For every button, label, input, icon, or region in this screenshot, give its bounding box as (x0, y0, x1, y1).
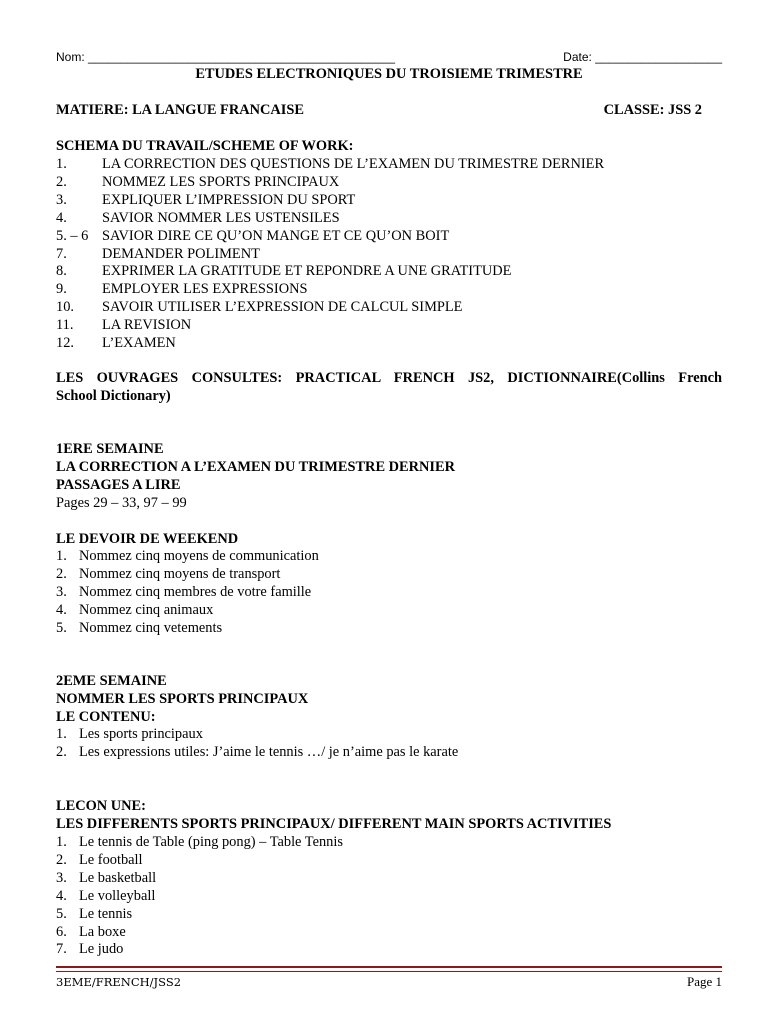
scheme-item-number: 7. (56, 245, 67, 262)
subject-label: MATIERE: LA LANGUE FRANCAISE (56, 102, 304, 118)
sport-item (56, 923, 722, 941)
homework-item-number: 4. (56, 602, 67, 618)
date-field-label: Date: ___________________ (563, 50, 722, 64)
scheme-item (56, 280, 722, 298)
references-line-2: School Dictionary) (56, 388, 171, 404)
content-item (56, 725, 722, 743)
scheme-item (56, 298, 722, 316)
passages-pages: Pages 29 – 33, 97 – 99 (56, 495, 187, 511)
sport-item-text: Le basketball (79, 869, 157, 886)
passages-heading: PASSAGES A LIRE (56, 477, 181, 493)
homework-item (56, 601, 722, 619)
homework-title: LE DEVOIR DE WEEKEND (56, 531, 239, 547)
references-line-1: LES OUVRAGES CONSULTES: PRACTICAL FRENCH JS2, DICTIONNAIRE(Collins French (56, 370, 722, 386)
scheme-item-number: 1. (56, 156, 67, 172)
scheme-item (56, 262, 722, 280)
footer-rule (56, 966, 722, 972)
scheme-item-number: 3. (56, 191, 67, 208)
scheme-item-number: 5. – 6 (56, 227, 89, 244)
scheme-item (56, 227, 722, 245)
sport-item-number: 3. (56, 869, 67, 886)
homework-item-text: Nommez cinq animaux (79, 602, 214, 618)
sport-item-number: 5. (56, 905, 67, 922)
sport-item (56, 905, 722, 923)
content-item-number: 1. (56, 726, 67, 742)
scheme-item-text: LA CORRECTION DES QUESTIONS DE L’EXAMEN DU TRIMESTRE DERNIER (102, 156, 605, 172)
scheme-item-number: 2. (56, 173, 67, 190)
sport-item-text: Le football (79, 851, 143, 868)
scheme-item-number: 4. (56, 209, 67, 226)
sport-item (56, 833, 722, 851)
sport-item-number: 4. (56, 887, 67, 904)
sport-item (56, 851, 722, 869)
scheme-item (56, 209, 722, 227)
homework-item-text: Nommez cinq moyens de transport (79, 566, 281, 582)
sport-item (56, 940, 722, 958)
sport-item (56, 869, 722, 887)
scheme-item-number: 8. (56, 263, 67, 280)
homework-item-text: Nommez cinq membres de votre famille (79, 584, 312, 600)
homework-item (56, 619, 722, 637)
sport-item-number: 1. (56, 834, 67, 850)
scheme-item-number: 10. (56, 299, 74, 316)
content-item-number: 2. (56, 744, 67, 760)
footer-course-code: 3EME/FRENCH/JSS2 (56, 975, 182, 989)
homework-item-number: 2. (56, 566, 67, 582)
sport-item-text: Le tennis de Table (ping pong) – Table Tennis (79, 834, 343, 850)
content-title: LE CONTENU: (56, 709, 156, 725)
subject-class-row (56, 101, 722, 119)
scheme-item-number: 11. (56, 317, 74, 334)
scheme-item-text: SAVOIR UTILISER L’EXPRESSION DE CALCUL SIMPLE (102, 299, 463, 316)
scheme-item (56, 245, 722, 263)
sport-item-text: Le tennis (79, 905, 133, 922)
homework-item (56, 565, 722, 583)
homework-item-text: Nommez cinq vetements (79, 620, 223, 636)
sport-item-text: Le volleyball (79, 887, 156, 904)
scheme-item-text: EXPLIQUER L’IMPRESSION DU SPORT (102, 191, 356, 208)
sport-item-text: Le judo (79, 941, 124, 958)
homework-item-number: 1. (56, 548, 67, 564)
sport-item-number: 2. (56, 851, 67, 868)
scheme-item-number: 12. (56, 335, 74, 351)
scheme-title: SCHEMA DU TRAVAIL/SCHEME OF WORK: (56, 138, 354, 154)
scheme-item-text: SAVIOR NOMMER LES USTENSILES (102, 209, 340, 226)
scheme-item-text: DEMANDER POLIMENT (102, 245, 260, 262)
lesson-title: LECON UNE: (56, 798, 146, 814)
homework-item (56, 547, 722, 565)
sport-item-text: La boxe (79, 923, 126, 940)
homework-item-number: 5. (56, 620, 67, 636)
scheme-item (56, 191, 722, 209)
scheme-item-text: EXPRIMER LA GRATITUDE ET REPONDRE A UNE GRATITUDE (102, 263, 512, 280)
homework-item-text: Nommez cinq moyens de communication (79, 548, 319, 564)
content-item-text: Les expressions utiles: J’aime le tennis …/ je n’aime pas le karate (79, 744, 459, 760)
sport-item-number: 6. (56, 923, 67, 940)
scheme-item-number: 9. (56, 281, 67, 298)
scheme-item (56, 316, 722, 334)
content-item-text: Les sports principaux (79, 726, 203, 742)
week2-subheading: NOMMER LES SPORTS PRINCIPAUX (56, 691, 309, 707)
lesson-subtitle: LES DIFFERENTS SPORTS PRINCIPAUX/ DIFFERENT MAIN SPORTS ACTIVITIES (56, 816, 612, 832)
week1-heading: 1ERE SEMAINE (56, 441, 164, 457)
homework-item (56, 583, 722, 601)
week2-heading: 2EME SEMAINE (56, 673, 167, 689)
scheme-item-text: NOMMEZ LES SPORTS PRINCIPAUX (102, 173, 340, 190)
homework-item-number: 3. (56, 584, 67, 600)
week1-subheading: LA CORRECTION A L’EXAMEN DU TRIMESTRE DERNIER (56, 459, 456, 475)
class-label: CLASSE: JSS 2 (603, 102, 702, 118)
scheme-item (56, 334, 722, 352)
document-title: ETUDES ELECTRONIQUES DU TROISIEME TRIMESTRE (195, 66, 583, 82)
name-field-label: Nom: ______________________________________________ (56, 50, 395, 64)
name-date-row (56, 48, 722, 66)
content-item (56, 743, 722, 761)
scheme-item (56, 155, 722, 173)
scheme-item-text: LA REVISION (102, 317, 192, 334)
scheme-item-text: EMPLOYER LES EXPRESSIONS (102, 281, 308, 298)
footer-page-number: Page 1 (686, 974, 722, 989)
scheme-item (56, 173, 722, 191)
sport-item (56, 887, 722, 905)
scheme-item-text: L’EXAMEN (102, 335, 176, 351)
sport-item-number: 7. (56, 941, 67, 958)
scheme-item-text: SAVIOR DIRE CE QU’ON MANGE ET CE QU’ON BOIT (102, 227, 450, 244)
